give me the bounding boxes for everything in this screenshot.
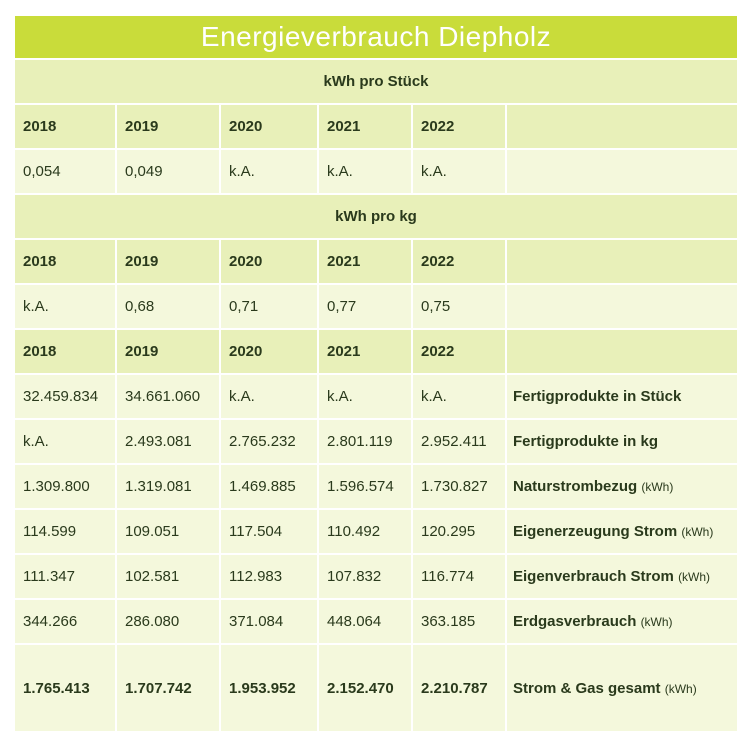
data-row-finished-pieces	[15, 375, 737, 418]
value-row	[15, 150, 737, 193]
value-cell: 112.983	[221, 555, 317, 598]
value-cell: 0,71	[221, 285, 317, 328]
year-cell: 2022	[413, 240, 505, 283]
value-cell: 344.266	[15, 600, 115, 643]
year-cell: 2018	[15, 330, 115, 373]
value-cell: 371.084	[221, 600, 317, 643]
value-cell: 0,049	[117, 150, 219, 193]
value-cell: 1.309.800	[15, 465, 115, 508]
year-cell: 2019	[117, 105, 219, 148]
year-cell: 2019	[117, 240, 219, 283]
section-heading-per-kg: kWh pro kg	[15, 195, 737, 238]
year-cell: 2020	[221, 105, 317, 148]
data-row-green-power	[15, 465, 737, 508]
value-cell: k.A.	[15, 285, 115, 328]
year-cell: 2020	[221, 240, 317, 283]
row-label-cell	[507, 465, 737, 508]
value-cell: 448.064	[319, 600, 411, 643]
value-cell: 363.185	[413, 600, 505, 643]
total-label: Strom & Gas gesamt	[513, 679, 661, 697]
title-row	[15, 16, 737, 58]
empty-cell	[507, 330, 737, 373]
row-unit: (kWh)	[678, 570, 711, 584]
value-cell: 2.952.411	[413, 420, 505, 463]
empty-cell	[507, 285, 737, 328]
year-cell: 2019	[117, 330, 219, 373]
table-title: Energieverbrauch Diepholz	[15, 16, 737, 58]
value-cell: 1.319.081	[117, 465, 219, 508]
value-cell: 34.661.060	[117, 375, 219, 418]
row-label-cell	[507, 555, 737, 598]
section-heading-row	[15, 195, 737, 238]
year-cell: 2022	[413, 105, 505, 148]
total-unit: (kWh)	[664, 681, 697, 696]
value-cell: 2.801.119	[319, 420, 411, 463]
value-row	[15, 285, 737, 328]
value-cell: 114.599	[15, 510, 115, 553]
empty-cell	[507, 150, 737, 193]
value-cell: 111.347	[15, 555, 115, 598]
year-header-row	[15, 240, 737, 283]
value-cell: k.A.	[221, 375, 317, 418]
energy-table-container	[14, 14, 736, 733]
row-unit: (kWh)	[681, 525, 714, 539]
total-value-cell: 2.152.470	[319, 645, 411, 731]
data-row-own-consumption	[15, 555, 737, 598]
row-label: Erdgasverbrauch	[513, 613, 637, 630]
row-label: Fertigprodukte in Stück	[513, 388, 682, 405]
year-cell: 2018	[15, 105, 115, 148]
empty-cell	[507, 105, 737, 148]
value-cell: 102.581	[117, 555, 219, 598]
value-cell: 32.459.834	[15, 375, 115, 418]
value-cell: k.A.	[221, 150, 317, 193]
value-cell: 120.295	[413, 510, 505, 553]
year-header-row	[15, 330, 737, 373]
value-cell: k.A.	[15, 420, 115, 463]
section-heading-row	[15, 60, 737, 103]
value-cell: 0,77	[319, 285, 411, 328]
year-cell: 2018	[15, 240, 115, 283]
value-cell: 0,75	[413, 285, 505, 328]
total-value-cell: 1.953.952	[221, 645, 317, 731]
year-cell: 2021	[319, 105, 411, 148]
row-label: Naturstrombezug	[513, 478, 638, 495]
row-label-cell	[507, 375, 737, 418]
energy-consumption-table	[13, 14, 739, 733]
row-label: Fertigprodukte in kg	[513, 433, 659, 450]
value-cell: 286.080	[117, 600, 219, 643]
row-label: Eigenerzeugung Strom	[513, 523, 678, 540]
row-label: Eigenverbrauch Strom	[513, 568, 674, 585]
value-cell: 116.774	[413, 555, 505, 598]
empty-cell	[507, 240, 737, 283]
value-cell: 1.596.574	[319, 465, 411, 508]
value-cell: 109.051	[117, 510, 219, 553]
row-label-cell	[507, 510, 737, 553]
value-cell: 2.765.232	[221, 420, 317, 463]
year-cell: 2020	[221, 330, 317, 373]
value-cell: 1.730.827	[413, 465, 505, 508]
data-row-own-generation	[15, 510, 737, 553]
data-row-gas	[15, 600, 737, 643]
value-cell: 117.504	[221, 510, 317, 553]
total-value-cell: 1.765.413	[15, 645, 115, 731]
year-cell: 2021	[319, 330, 411, 373]
value-cell: 0,054	[15, 150, 115, 193]
value-cell: k.A.	[319, 375, 411, 418]
row-unit: (kWh)	[641, 480, 674, 494]
value-cell: 110.492	[319, 510, 411, 553]
section-heading-per-piece: kWh pro Stück	[15, 60, 737, 103]
value-cell: 107.832	[319, 555, 411, 598]
value-cell: k.A.	[413, 375, 505, 418]
row-label-cell	[507, 420, 737, 463]
total-row	[15, 645, 737, 731]
value-cell: 0,68	[117, 285, 219, 328]
year-cell: 2022	[413, 330, 505, 373]
value-cell: k.A.	[413, 150, 505, 193]
row-unit: (kWh)	[640, 615, 673, 629]
value-cell: k.A.	[319, 150, 411, 193]
data-row-finished-kg	[15, 420, 737, 463]
total-value-cell: 2.210.787	[413, 645, 505, 731]
row-label-cell	[507, 600, 737, 643]
year-cell: 2021	[319, 240, 411, 283]
total-label-cell	[507, 645, 737, 731]
total-value-cell: 1.707.742	[117, 645, 219, 731]
value-cell: 1.469.885	[221, 465, 317, 508]
value-cell: 2.493.081	[117, 420, 219, 463]
year-header-row	[15, 105, 737, 148]
